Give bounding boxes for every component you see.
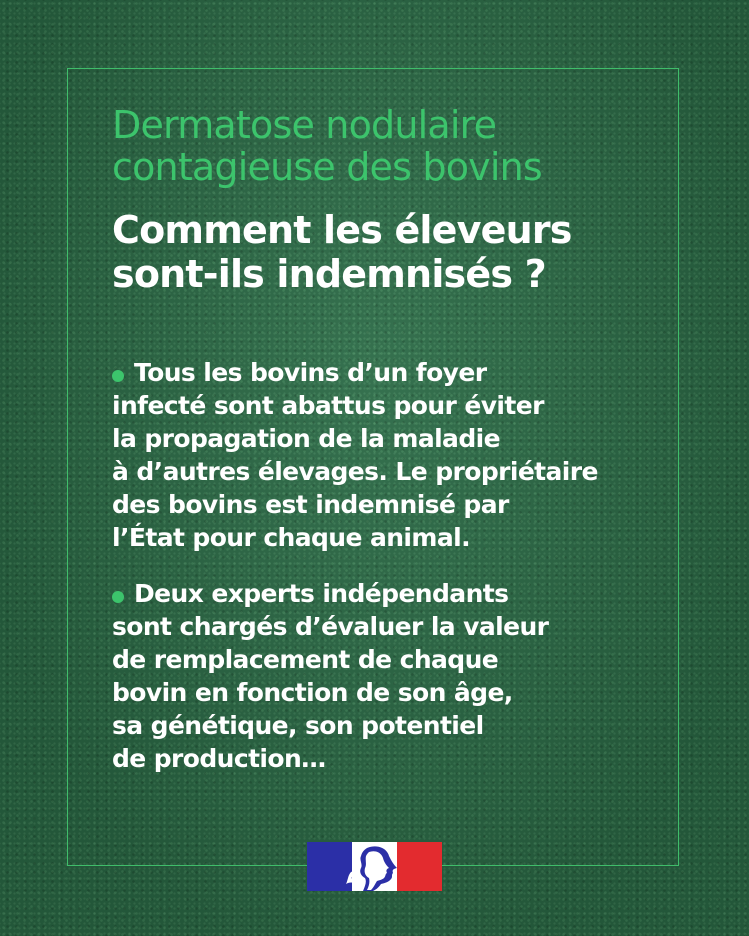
marianne-profile-icon <box>307 842 442 891</box>
bullet-icon <box>112 370 124 382</box>
marianne-logo-icon <box>307 842 442 891</box>
title-question: Comment les éleveurs sont-ils indemnisés ? <box>112 208 572 296</box>
bullet-icon <box>112 591 124 603</box>
paragraph-culling <box>112 356 598 554</box>
paragraph-experts <box>112 577 548 775</box>
paragraph-culling-text: Tous les bovins d’un foyer infecté sont abattus pour éviter la propagation de la maladie à d’autres élevages. Le propriétaire des bovins est indemnisé par l’État pour chaque animal. <box>112 358 598 552</box>
paragraph-experts-text: Deux experts indépendants sont chargés d’évaluer la valeur de remplacement de chaque bovin en fonction de son âge, sa génétique, son potentiel de production… <box>112 579 549 773</box>
title-topic: Dermatose nodulaire contagieuse des bovins <box>112 103 542 189</box>
